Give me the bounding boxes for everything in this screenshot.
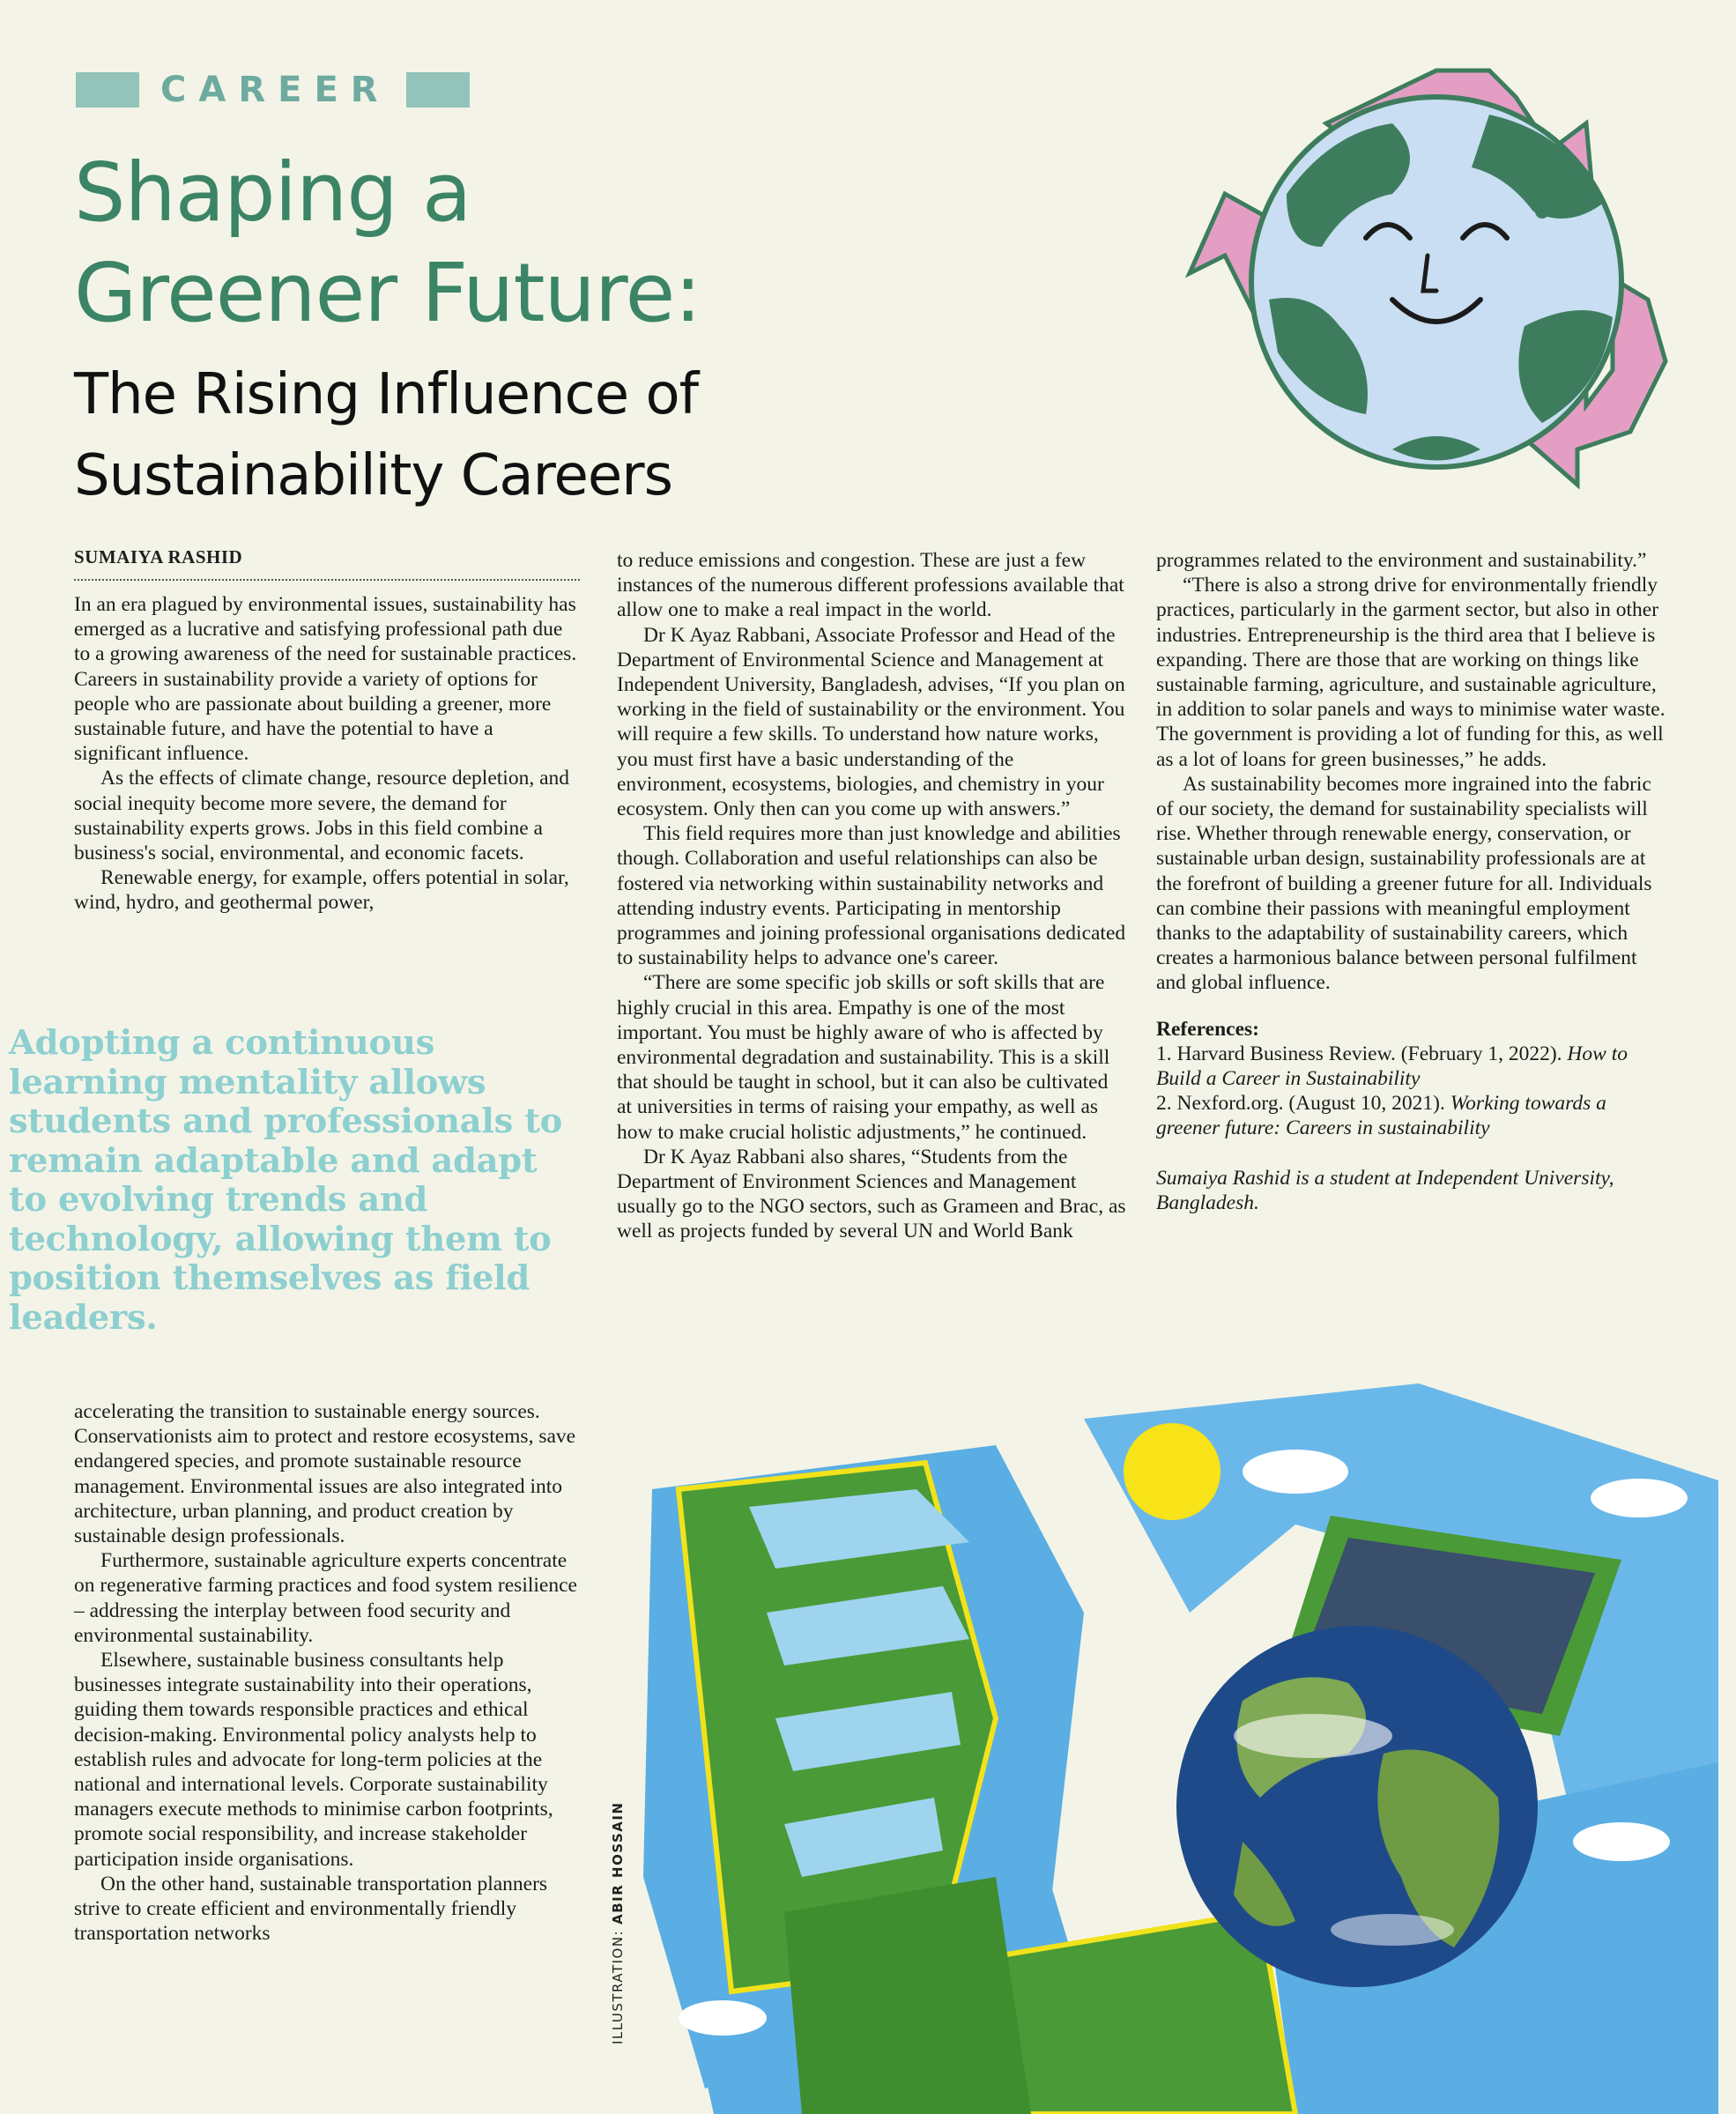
column-1-bottom xyxy=(74,1399,582,1946)
paragraph: to reduce emissions and congestion. These are just a few instances of the numerous different professions available that allow one to make a real impact in the world. xyxy=(617,549,1124,622)
paragraph: Elsewhere, sustainable business consultants help businesses integrate sustainability into their operations, guiding them towards responsible practices and ethical decision-making. Environmental policy analysts help to establish rules and advocate for long-term policies at the national and international levels. Corporate sustainability managers execute methods to minimise carbon footprints, promote social responsibility, and increase stakeholder participation inside organisations. xyxy=(74,1649,553,1871)
paragraph: As the effects of climate change, resource depletion, and social inequity become more severe, the demand for sustainability experts grows. Jobs in this field combine a business's social, environmental, and economic facets. xyxy=(74,767,570,865)
paragraph: Dr K Ayaz Rabbani, Associate Professor and Head of the Department of Environmental Science and Management at Independent University, Bangladesh, advises, “If you plan on working in the field of sustainability or the environment. You will require a few skills. To understand how nature works, you must first have a basic understanding of the environment, ecosystems, biologies, and chemistry in your ecosystem. Only then can you come up with answers.” xyxy=(617,623,1125,821)
headline-line-2: Greener Future: xyxy=(74,246,701,340)
credit-label: ILLUSTRATION: xyxy=(610,1929,626,2044)
kicker-bar-right xyxy=(406,72,470,108)
paragraph: programmes related to the environment and sustainability.” xyxy=(1156,549,1647,572)
globe xyxy=(1176,1626,1538,1987)
paragraph: “There are some specific job skills or soft skills that are highly crucial in this area. Empathy is one of the most important. You must be highly aware of who is affected by environmental degradation and sustainability. This is a skill that should be taught in school, but it can also be cultivated at universities in terms of raising your empathy, as well as how to make crucial holistic adjustments,” he continued. xyxy=(617,971,1110,1144)
subheadline-line-2: Sustainability Careers xyxy=(74,443,672,508)
section-label: CAREER xyxy=(160,70,390,110)
column-3 xyxy=(1156,548,1667,1215)
credit-name: ABIR HOSSAIN xyxy=(610,1801,626,1925)
paragraph: Furthermore, sustainable agriculture experts concentrate on regenerative farming practices and food system resilience – addressing the interplay between food security and environmental sustainability. xyxy=(74,1549,577,1647)
sun xyxy=(1124,1423,1220,1520)
pull-quote: Adopting a continuous learning mentality allows students and professionals to remain adaptable and adapt to evolving trends and technology, allowing them to position themselves as field leaders. xyxy=(9,1023,562,1338)
reference-item xyxy=(1156,1042,1667,1091)
reference-source: 1. Harvard Business Review. (February 1, 2022). xyxy=(1156,1042,1568,1065)
reference-source: 2. Nexford.org. (August 10, 2021). xyxy=(1156,1092,1450,1116)
paragraph: Dr K Ayaz Rabbani also shares, “Students from the Department of Environment Sciences and Management usually go to the NGO sectors, such as Grameen and Brac, as well as projects funded by several UN and World Bank xyxy=(617,1145,1126,1243)
earth-landscape-illustration xyxy=(626,1383,1736,2114)
headline-line-1: Shaping a xyxy=(74,145,471,240)
author-bio: Sumaiya Rashid is a student at Independent University, Bangladesh. xyxy=(1156,1166,1614,1214)
byline: SUMAIYA RASHID xyxy=(74,546,580,581)
paragraph: As sustainability becomes more ingrained into the fabric of our society, the demand for sustainability specialists will rise. Whether through renewable energy, conservation, or sustainable urban design, sustainability professionals are at the forefront of building a greener future for all. Individuals can combine their passions with meaningful employment thanks to the adaptability of sustainability careers, which creates a harmonious balance between personal fulfilment and global influence. xyxy=(1156,772,1652,995)
reference-title: How to Build a Career in Sustainability xyxy=(1156,1042,1628,1091)
paragraph: On the other hand, sustainable transportation planners strive to create efficient and environmentally friendly transportation networks xyxy=(74,1872,548,1946)
column-1-top xyxy=(74,592,582,916)
reference-item xyxy=(1156,1091,1667,1140)
smiling-earth-recycle-illustration xyxy=(1172,35,1701,511)
paragraph: accelerating the transition to sustainable energy sources. Conservationists aim to protect and restore ecosystems, save endangered species, and promote sustainable resource management. Environmental issues are also integrated into architecture, urban planning, and product creation by sustainable design professionals. xyxy=(74,1400,576,1548)
paragraph: Renewable energy, for example, offers potential in solar, wind, hydro, and geothermal power, xyxy=(74,866,569,915)
subheadline xyxy=(74,354,955,516)
paragraph: “There is also a strong drive for environmentally friendly practices, particularly in the garment sector, but also in other industries. Entrepreneurship is the third area that I believe is expanding. There are those that are working on things like sustainable farming, agriculture, and sustainable agriculture, in addition to solar panels and ways to minimise water waste. The government is providing a lot of funding for this, as well as a lot of loans for green businesses,” he adds. xyxy=(1156,574,1666,771)
headline xyxy=(74,143,1043,344)
column-2 xyxy=(617,548,1128,1244)
references-heading: References: xyxy=(1156,1017,1259,1041)
paragraph: This field requires more than just knowledge and abilities though. Collaboration and useful relationships can also be fostered via networking within sustainability networks and attending industry events. Participating in mentorship programmes and joining professional organisations dedicated to sustainability helps to advance one's career. xyxy=(617,822,1126,970)
earth-face xyxy=(1251,97,1621,467)
subheadline-line-1: The Rising Influence of xyxy=(74,362,699,427)
section-kicker xyxy=(76,70,470,109)
illustration-credit xyxy=(610,1801,626,2044)
kicker-bar-left xyxy=(76,72,139,108)
paragraph: In an era plagued by environmental issues, sustainability has emerged as a lucrative and satisfying professional path due to a growing awareness of the need for sustainable practices. Careers in sustainability provide a variety of options for people who are passionate about building a greener, more sustainable future, and have the potential to have a significant influence. xyxy=(74,593,577,766)
reference-title: Working towards a greener future: Careers in sustainability xyxy=(1156,1092,1606,1140)
